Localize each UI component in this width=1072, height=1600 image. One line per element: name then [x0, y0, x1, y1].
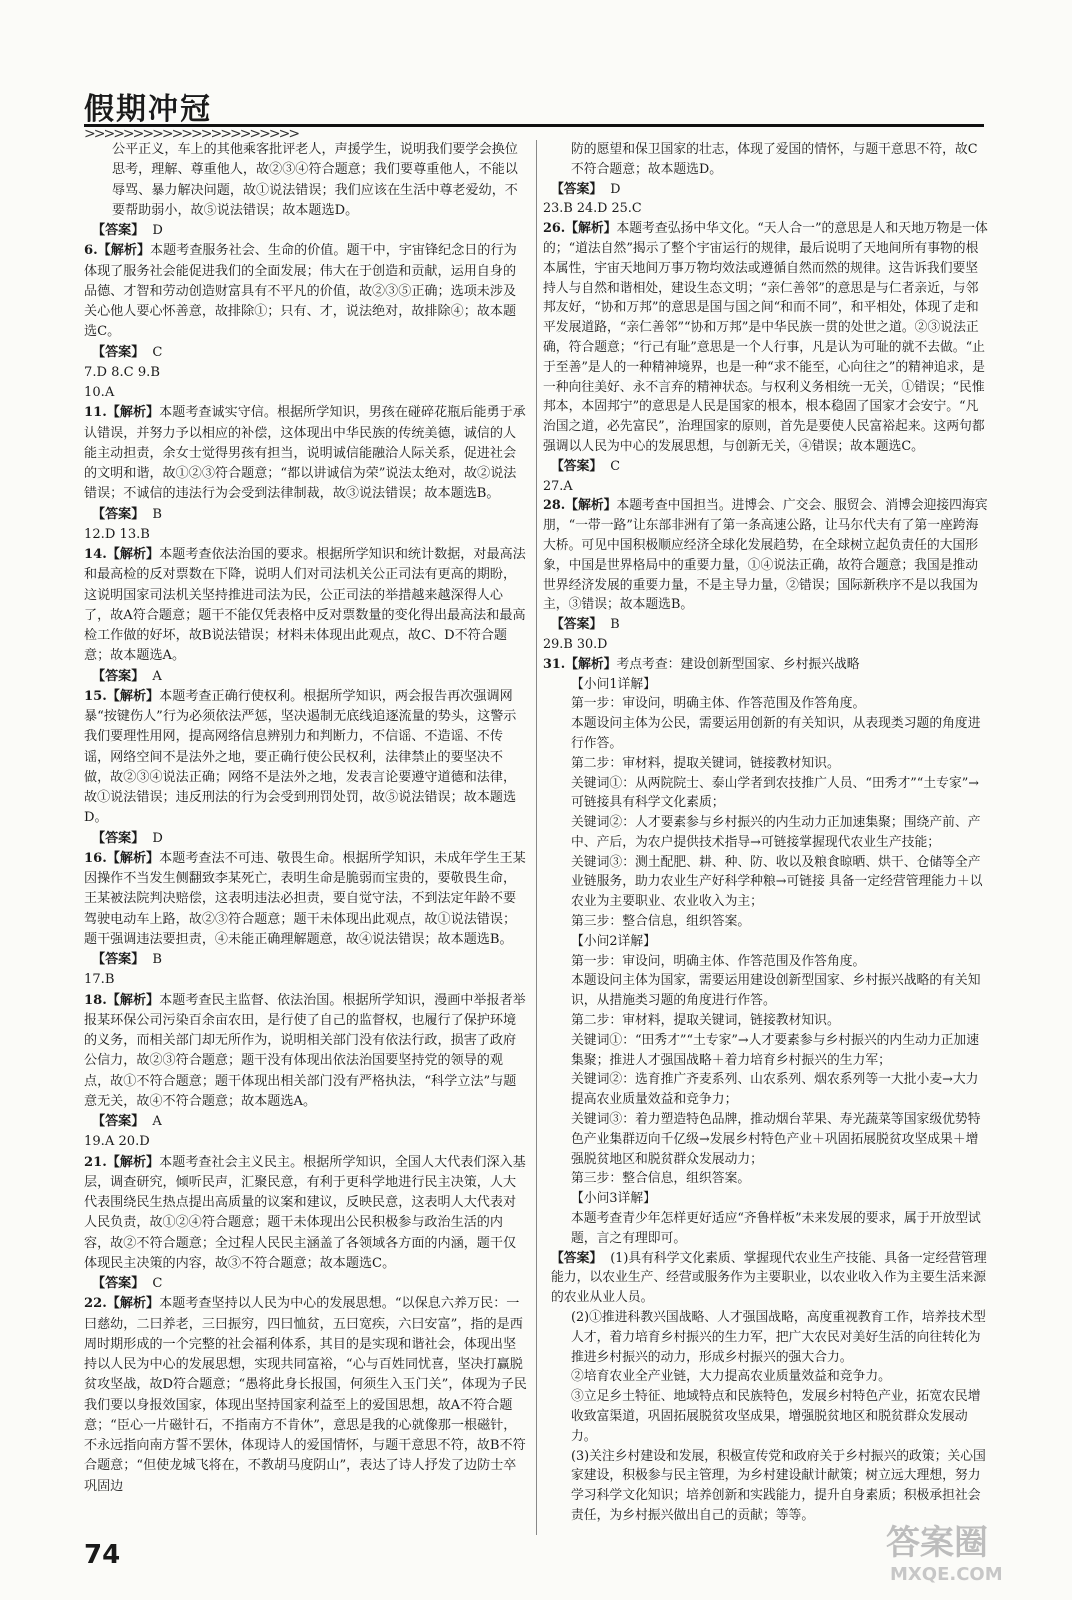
analysis-paragraph: [84, 849, 529, 950]
answer-text: D: [610, 181, 621, 197]
analysis-tag: 【解析】: [97, 243, 151, 259]
text-paragraph: 第三步：整合信息，组织答案。: [571, 914, 751, 930]
watermark-logo: [880, 1518, 1040, 1588]
analysis-text: 本题考查依法治国的要求。根据所学知识和统计数据，对最高法和最高检的反对票数在下降，说明人们对司法机关公正司法有更高的期盼，这说明国家司法机关坚持推进司法为民，公正司法的举措越来越深得人心了，故A符合题意；题干不能仅凭表格中反对票数量的变化得出最高法和最高检工作做的好坏，故B说法错误；材料未体现出此观点，故C、D不符合题意；故本题选A。: [84, 547, 526, 664]
answer-tag: 【答案】: [92, 344, 145, 360]
text-paragraph: 关键词②：人才要素参与乡村振兴的内生动力正加速集聚；围绕产前、产中、产后，为农户提供技术指导→可链接掌握现代农业生产技能；: [571, 815, 981, 850]
answer-line: [84, 221, 529, 241]
text-paragraph: (3)关注乡村建设和发展，积极宣传党和政府关于乡村振兴的政策；关心国家建设，积极参与民主管理，为乡村建设献计献策；树立远大理想，努力学习科学文化知识；培养创新和实践能力，提升自身素质；积极承担社会责任，为乡村振兴做出自己的贡献；等等。: [571, 1448, 986, 1523]
analysis-text: 本题考查民主监督、依法治国。根据所学知识，漫画中举报者举报某环保公司污染百余亩农田，是行使了自己的监督权，也履行了保护环境的义务，而相关部门却无所作为，说明相关部门没有依法行政，损害了政府公信力，故②③符合题意；题干没有体现出依法治国要坚持党的领导的观点，故①不符合题意；题干体现出相关部门没有严格执法，“科学立法”与题意无关，故④不符合题意；故本题选A。: [84, 992, 526, 1109]
answer-list-line: 17.B: [84, 972, 115, 988]
text-paragraph: 关键词①：“田秀才”“土专家”→人才要素参与乡村振兴的内生动力正加速集聚；推进人才强国战略＋着力培育乡村振兴的生力军；: [571, 1032, 980, 1068]
analysis-text: 本题考查坚持以人民为中心的发展思想。“以保息六养万民：一曰慈幼，二曰养老，三曰振穷，四曰恤贫，五曰宽疾，六曰安富”，指的是西周时期形成的一个完整的社会福利体系，其目的是实现和谐社会，体现出坚持以人民为中心的发展思想，实现共同富裕，“心与百姓同忧喜，坚决打赢脱贫攻坚战，故D符合题意；“愚将此身长报国，何须生入玉门关”，体现为子民我们要以身报效国家，体现出坚持国家利益至上的爱国思想，故A不符合题意；“臣心一片磁针石，不指南方不肯休”，意思是我的心就像那一根磁针，不永远指向南方誓不罢休，体现诗人的爱国情怀，与题干意思不符，故B不符合题意；“但使龙城飞将在，不教胡马度阴山”，表达了诗人抒发了边防士卒巩固边: [84, 1296, 527, 1494]
answer-list-line: 23.B 24.D 25.C: [543, 201, 642, 217]
answer-text: A: [152, 1114, 162, 1129]
answer-tag: 【答案】: [551, 1250, 603, 1266]
watermark-bottom-text: MXQE.COM: [890, 1564, 1003, 1585]
analysis-tag: 【解析】: [106, 547, 160, 562]
analysis-tag: 【解析】: [106, 405, 160, 421]
text-paragraph: ②培育农业全产业链，大力提高农业质量效益和竞争力。: [571, 1369, 891, 1385]
question-number: 18.: [84, 992, 107, 1008]
analysis-text: 本题考查中国担当。进博会、广交会、服贸会、消博会迎接四海宾朋，“一带一路”让东部非洲有了第一条高速公路，让马尔代夫有了第一座跨海大桥。可见中国积极顺应经济全球化发展趋势，在全球树立起负责任的大国形象，中国是世界格局中的重要力量，①④说法正确，故符合题意；我国是推动世界经济发展的重要力量，不是主导力量，②错误；国际新秩序不是以我国为主，③错误；故本题选B。: [543, 498, 988, 613]
analysis-paragraph: [84, 545, 529, 667]
analysis-tag: 【解析】: [106, 1154, 160, 1170]
answer-text: B: [152, 506, 162, 522]
answer-tag: 【答案】: [92, 506, 145, 522]
analysis-tag: 【解析】: [565, 498, 617, 514]
question-number: 31.: [543, 656, 566, 672]
answer-tag: 【答案】: [92, 1114, 145, 1129]
analysis-paragraph: [84, 403, 529, 504]
text-paragraph: 本题设问主体为国家，需要运用建设创新型国家、乡村振兴战略的有关知识，从措施类习题的角度进行作答。: [571, 973, 981, 1009]
text-paragraph: 防的愿望和保卫国家的壮志，体现了爱国的情怀，与题干意思不符，故C不符合题意；故本题选D。: [571, 142, 978, 177]
analysis-tag: 【解析】: [565, 656, 617, 672]
header-chevron-decoration: >>>>>>>>>>>>>>>>>>>>>>: [84, 126, 299, 142]
answer-list-line: 10.A: [84, 385, 115, 400]
answer-text: D: [152, 830, 163, 846]
answer-tag: 【答案】: [92, 668, 145, 684]
analysis-tag: 【解析】: [565, 221, 617, 237]
analysis-tag: 【解析】: [106, 1296, 160, 1312]
answer-tag: 【答案】: [551, 458, 603, 474]
analysis-text: 本题考查弘扬中华文化。“天人合一”的意思是人和天地万物是一体的；“道法自然”揭示了整个宇宙运行的规律，最后说明了天地间所有事物的根本属性，宇宙天地间万事万物均效法或遵循自然而然的规律。这告诉我们要坚持人与自然和谐相处，建设生态文明；“亲仁善邻”的意思是与仁者亲近，与邻邦友好，“协和万邦”的意思是国与国之间“和而不同”，和平相处，体现了走和平发展道路，“亲仁善邻”“协和万邦”是中华民族一贯的处世之道。②③说法正确，符合题意；“行己有耻”意思是一个人行事，凡是认为可耻的就不去做。“止于至善”是人的一种精神境界，也是一种“求不能至，心向往之”的精神追求，是一种向往美好、永不言弃的精神状态。与权利义务相统一无关，①错误；“民惟邦本，本固邦宁”的意思是人民是国家的根本，根本稳固了国家才会安宁。“凡治国之道，必先富民”，治理国家的原则，首先是要使人民富裕起来。这两句都强调以人民为中心的发展思想，与创新无关，④错误；故本题选C。: [543, 221, 988, 454]
analysis-text: 考点考查：建设创新型国家、乡村振兴战略: [616, 656, 860, 672]
answer-list-line: 19.A 20.D: [84, 1134, 150, 1150]
answer-line: [84, 829, 529, 849]
analysis-text: 本题考查社会主义民主。根据所学知识，全国人大代表们深入基层，调查研究，倾听民声，汇聚民意，有利于更科学地进行民主决策，人大代表围绕民生热点提出高质量的议案和建议，反映民意，这表明人大代表对人民负责，故①②④符合题意；题干未体现出公民积极参与政治生活的内容，故②不符合题意；全过程人民民主涵盖了各领域各方面的内涵，题干仅体现民主决策的内容，故③不符合题意；故本题选C。: [84, 1154, 526, 1271]
question-number: 21.: [84, 1154, 107, 1170]
answer-text: (1)具有科学文化素质、掌握现代农业生产技能、具备一定经营管理能力，以农业生产、经营或服务作为主要职业，以农业收入作为主要生活来源的农业从业人员。: [551, 1250, 987, 1306]
answer-text: B: [610, 617, 620, 633]
answer-line: [543, 615, 988, 635]
analysis-paragraph: [84, 1153, 529, 1275]
answer-line: [543, 1249, 988, 1308]
page-header-title: 假期冲冠: [84, 92, 212, 127]
text-paragraph: 关键词①：从两院院士、泰山学者到农技推广人员、“田秀才”“土专家”→可链接具有科学文化素质；: [571, 775, 980, 811]
analysis-text: 本题考查诚实守信。根据所学知识，男孩在碰碎花瓶后能勇于承认错误，并努力予以相应的补偿，这体现出中华民族的传统美德，诚信的人能主动担责，余女士觉得男孩有担当，说明诚信能融洽人际关系，促进社会的文明和谐，故①②③符合题意；“都以讲诚信为荣”说法太绝对，故②说法错误；不诚信的违法行为会受到法律制裁，故③说法错误；故本题选B。: [84, 405, 526, 502]
answer-text: C: [152, 344, 163, 360]
text-paragraph: ③立足乡土特征、地域特点和民族特色，发展乡村特色产业，拓宽农民增收致富渠道，巩固拓展脱贫攻坚成果，增强脱贫地区和脱贫群众发展动力。: [571, 1389, 981, 1444]
answer-tag: 【答案】: [92, 1276, 145, 1291]
question-number: 16.: [84, 850, 107, 866]
question-number: 11.: [84, 405, 107, 421]
text-paragraph: 本题考查青少年怎样更好适应“齐鲁样板”未来发展的要求，属于开放型试题，言之有理即可。: [571, 1211, 981, 1246]
answer-list-line: 7.D 8.C 9.B: [84, 364, 160, 380]
answer-text: C: [152, 1276, 163, 1291]
answer-tag: 【答案】: [551, 617, 603, 633]
analysis-paragraph: [84, 1294, 529, 1497]
analysis-paragraph: [543, 496, 988, 615]
analysis-paragraph: [84, 687, 529, 829]
analysis-paragraph: [543, 219, 988, 457]
analysis-paragraph: [84, 991, 529, 1113]
text-paragraph: 【小问1详解】: [571, 676, 656, 692]
left-column: [84, 140, 529, 1497]
analysis-text: 本题考查法不可违、敬畏生命。根据所学知识，未成年学生王某因操作不当发生侧翻致李某死亡，表明生命是脆弱而宝贵的，要敬畏生命，王某被法院判决赔偿，这表明违法必担责，要自觉守法，不到法定年龄不要驾驶电动车上路，故②③符合题意；题干未体现出此观点，故①说法错误；题干强调违法要担责，④未能正确理解题意，故④说法错误；故本题选B。: [84, 850, 526, 947]
analysis-paragraph: [84, 241, 529, 342]
answer-text: B: [152, 952, 162, 967]
text-paragraph: 关键词③：测土配肥、耕、种、防、收以及粮食晾晒、烘干、仓储等全产业链服务，助力农业生产好科学种粮→可链接 具备一定经营管理能力＋以农业为主要职业、农业收入为主；: [571, 854, 983, 910]
analysis-tag: 【解析】: [106, 850, 160, 866]
answer-line: [543, 457, 988, 477]
answer-tag: 【答案】: [92, 952, 145, 967]
question-number: 28.: [543, 498, 566, 514]
answer-list-line: 12.D 13.B: [84, 526, 150, 542]
text-paragraph: 关键词③：着力塑造特色品牌，推动烟台苹果、寿光蔬菜等国家级优势特色产业集群迈向千亿级→发展乡村特色产业＋巩固拓展脱贫攻坚成果＋增强脱贫地区和脱贫群众发展动力；: [571, 1112, 981, 1167]
analysis-tag: 【解析】: [106, 992, 160, 1008]
answer-text: A: [152, 668, 162, 684]
answer-list-line: 29.B 30.D: [543, 636, 608, 652]
question-number: 22.: [84, 1296, 107, 1312]
text-paragraph: 第二步：审材料，提取关键词，链接教材知识。: [571, 755, 840, 771]
question-number: 15.: [84, 688, 107, 704]
text-paragraph: 本题设问主体为公民，需要运用创新的有关知识，从表现类习题的角度进行作答。: [571, 716, 981, 751]
answer-tag: 【答案】: [92, 223, 145, 238]
answer-tag: 【答案】: [92, 830, 145, 846]
analysis-tag: 【解析】: [106, 688, 160, 704]
answer-line: [84, 343, 529, 363]
text-paragraph: 关键词②：选育推广齐麦系列、山农系列、烟农系列等一大批小麦→大力提高农业质量效益和竞争力；: [571, 1072, 979, 1108]
text-paragraph: 【小问3详解】: [571, 1191, 656, 1207]
answer-line: [84, 1112, 529, 1132]
right-column: [543, 140, 988, 1526]
question-number: 14.: [84, 547, 107, 562]
analysis-paragraph: [543, 655, 988, 675]
watermark-top-text: 答案圈: [886, 1523, 988, 1563]
answer-line: [84, 1274, 529, 1294]
answer-tag: 【答案】: [551, 181, 603, 197]
question-number: 26.: [543, 221, 566, 237]
text-paragraph: 第二步：审材料，提取关键词，链接教材知识。: [571, 1013, 840, 1029]
analysis-text: 本题考查正确行使权利。根据所学知识，两会报告再次强调网暴“按键伤人”行为必须依法严惩，坚决遏制无底线追逐流量的势头，这警示我们要理性用网，提高网络信息辨别力和判断力，不信谣、不造谣、不传谣，网络空间不是法外之地，要正确行使公民权利，法律禁止的要坚决不做，故②③④说法正确；网络不是法外之地，发表言论要遵守道德和法律，故①说法错误；违反刑法的行为会受到刑罚处罚，故⑤说法错误；故本题选D。: [84, 688, 517, 826]
text-paragraph: 第三步：整合信息，组织答案。: [571, 1171, 751, 1187]
answer-line: [84, 505, 529, 525]
text-paragraph: (2)①推进科教兴国战略、人才强国战略，高度重视教育工作，培养技术型人才，着力培育乡村振兴的生力军，把广大农民对美好生活的向往转化为推进乡村振兴的动力，形成乡村振兴的强大合力。: [571, 1310, 986, 1365]
answer-line: [84, 667, 529, 687]
analysis-text: 本题考查服务社会、生命的价值。题干中，宇宙锋纪念日的行为体现了服务社会能促进我们的全面发展；伟大在于创造和贡献，运用自身的品德、才智和劳动创造财富具有不平凡的价值，故②③⑤正确；选项未涉及关心他人要心怀善意，故排除①；只有、才，说法绝对，故排除④；故本题选C。: [84, 243, 517, 340]
answer-line: [84, 950, 529, 970]
question-number: 6.: [84, 243, 98, 259]
answer-text: D: [152, 223, 163, 238]
text-paragraph: 第一步：审设问，明确主体、作答范围及作答角度。: [571, 696, 866, 712]
page-number: 74: [84, 1540, 121, 1570]
answer-text: C: [610, 458, 620, 474]
answer-list-line: 27.A: [543, 478, 573, 494]
text-paragraph: 【小问2详解】: [571, 933, 656, 949]
column-divider: [536, 140, 537, 1535]
text-paragraph: 第一步：审设问，明确主体、作答范围及作答角度。: [571, 953, 866, 969]
answer-line: [543, 180, 988, 200]
text-paragraph: 公平正义，车上的其他乘客批评老人，声援学生，说明我们要学会换位思考，理解、尊重他人，故②③④符合题意；我们要尊重他人，不能以辱骂、暴力解决问题，故①说法错误；我们应该在生活中尊老爱幼，不要帮助弱小，故⑤说法错误；故本题选D。: [112, 142, 518, 218]
